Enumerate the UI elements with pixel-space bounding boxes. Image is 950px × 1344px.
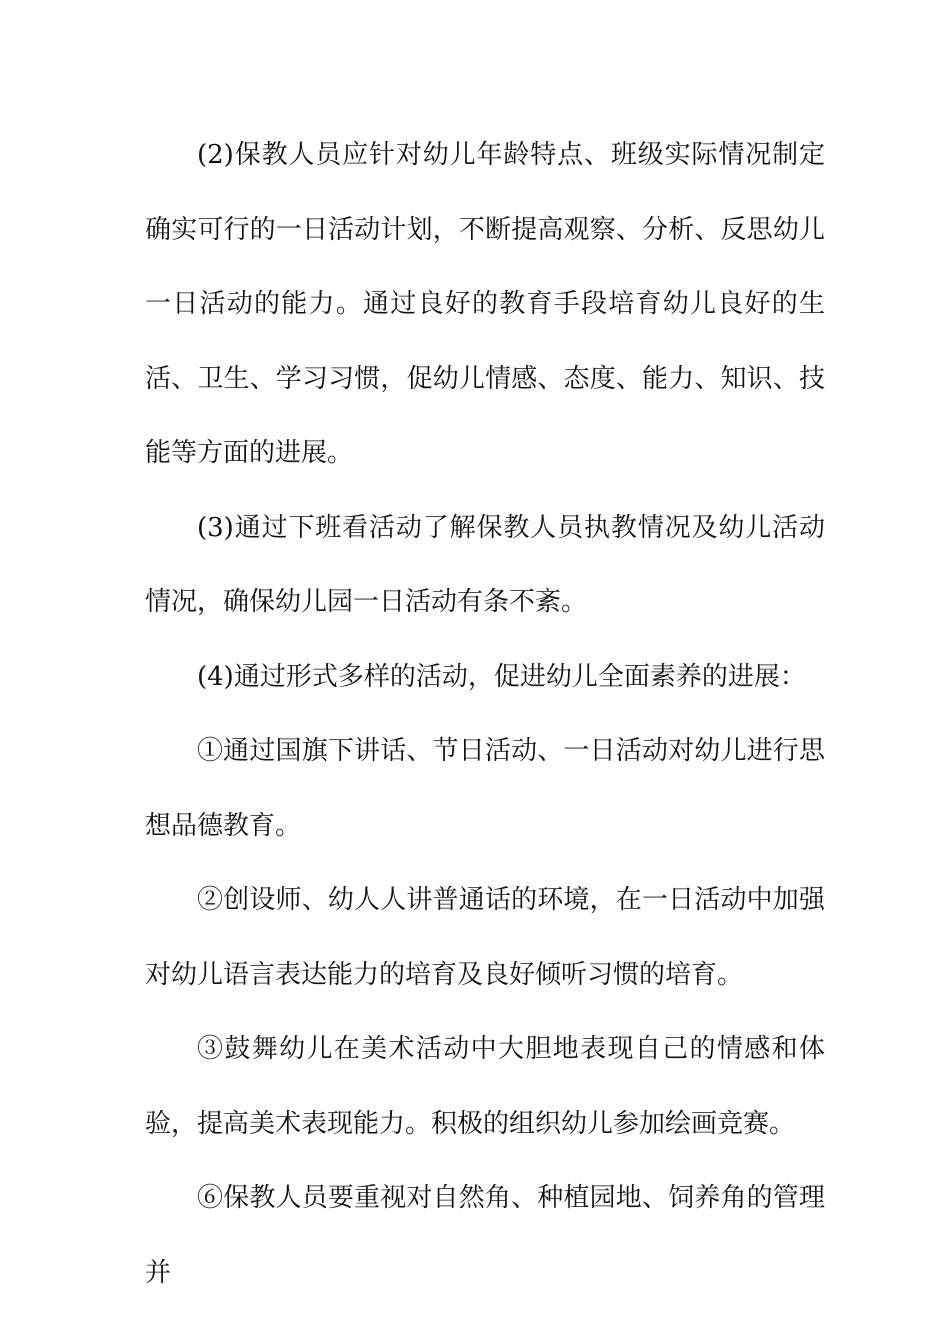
paragraph-3: (3)通过下班看活动了解保教人员执教情况及幼儿活动情况，确保幼儿园一日活动有条不紊。 [145,512,825,617]
document-body [145,118,825,1310]
list-item-6: ⑥保教人员要重视对自然角、种植园地、饲养角的管理并 [145,1183,825,1288]
list-item-2: ②创设师、幼人人讲普通话的环境，在一日活动中加强对幼儿语言表达能力的培育及良好倾听习惯的培育。 [145,885,825,990]
paragraph-4: (4)通过形式多样的活动，促进幼儿全面素养的进展： [197,661,806,692]
list-item-1: ①通过国旗下讲话、节日活动、一日活动对幼儿进行思想品德教育。 [145,736,825,841]
list-item-3: ③鼓舞幼儿在美术活动中大胆地表现自己的情感和体验，提高美术表现能力。积极的组织幼儿参加绘画竞赛。 [145,1034,825,1139]
paragraph-2: (2)保教人员应针对幼儿年龄特点、班级实际情况制定确实可行的一日活动计划，不断提高观察、分析、反思幼儿一日活动的能力。通过良好的教育手段培育幼儿良好的生活、卫生、学习习惯，促幼儿情感、态度、能力、知识、技能等方面的进展。 [145,140,825,468]
